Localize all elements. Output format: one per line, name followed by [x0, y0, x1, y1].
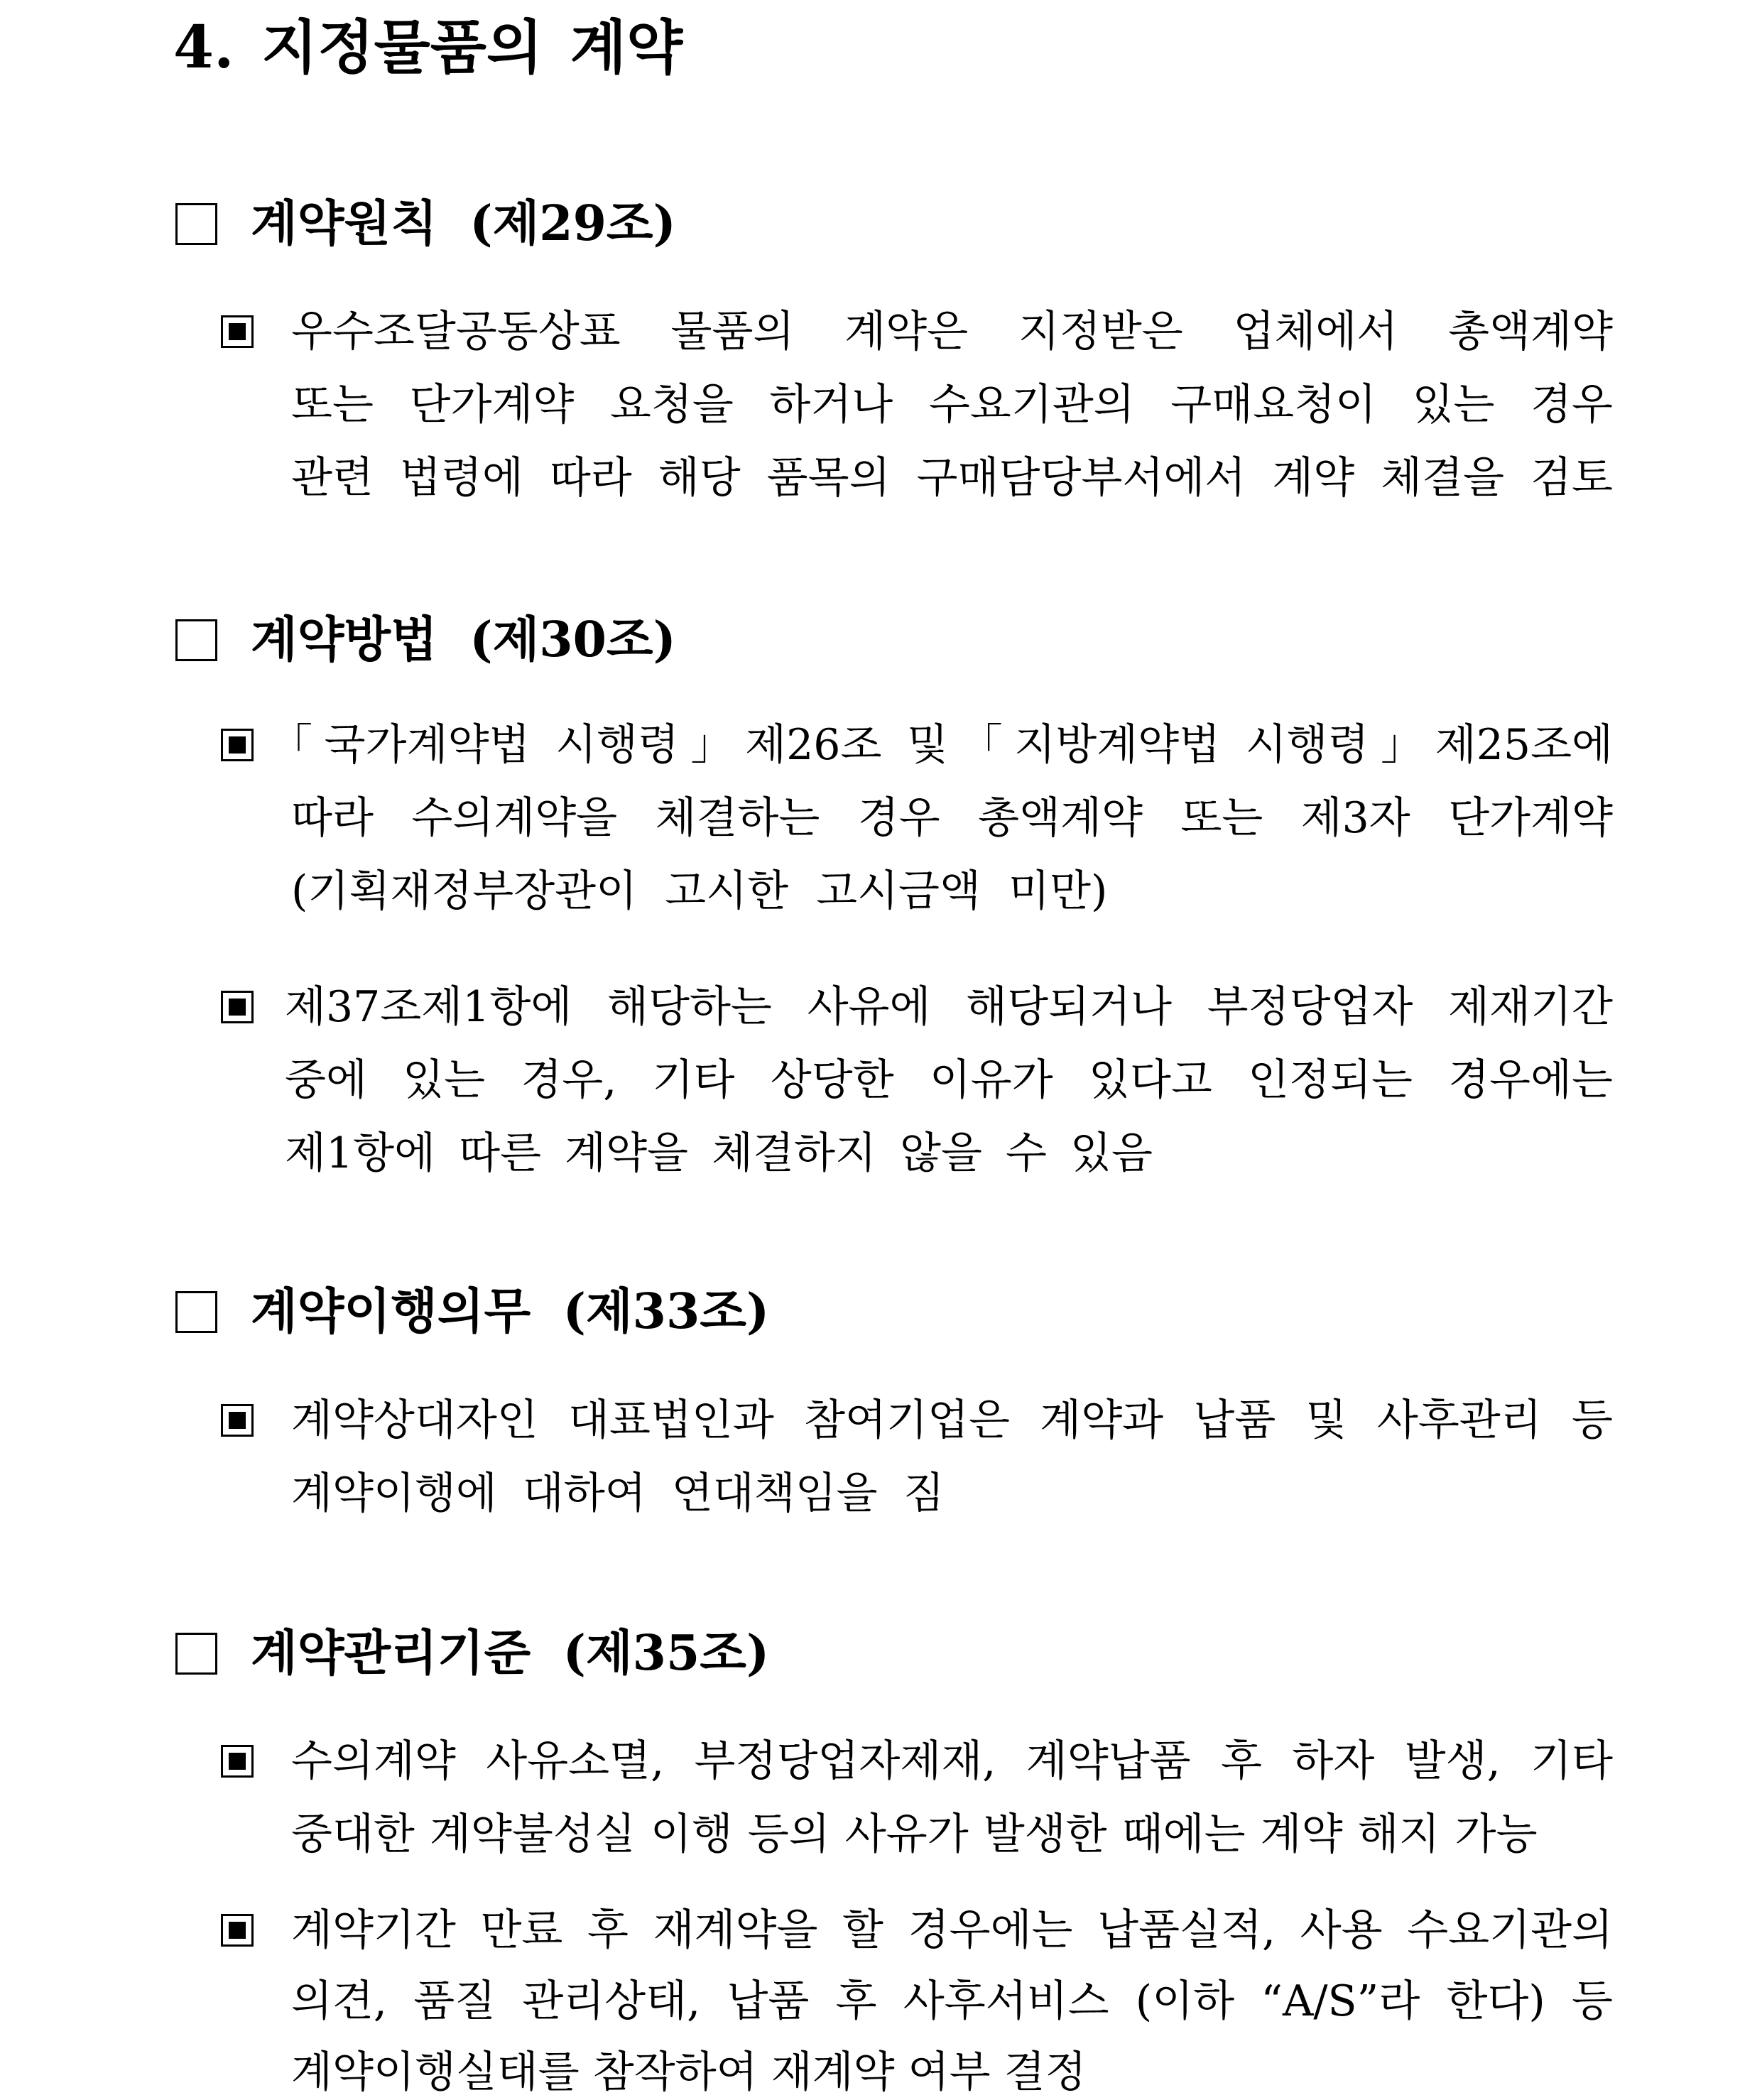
- paragraph-line: 또는 단가계약 요청을 하거나 수요기관의 구매요청이 있는 경우: [291, 380, 1613, 430]
- bullet-inner-square: [229, 323, 246, 340]
- section-heading: 계약원칙 (제29조): [251, 195, 676, 252]
- paragraph-line: 관련 법령에 따라 해당 품목의 구매담당부서에서 계약 체결을 검토: [291, 453, 1613, 503]
- chapter-title: 4. 지정물품의 계약: [173, 13, 683, 82]
- square-bullet-icon: [221, 1404, 254, 1437]
- paragraph: [291, 309, 1613, 501]
- white-square-icon: [175, 1291, 217, 1333]
- section-heading: 계약방법 (제30조): [251, 611, 676, 668]
- paragraph: [291, 1905, 1613, 2100]
- section-heading: 계약이행의무 (제33조): [251, 1283, 770, 1340]
- square-bullet-icon: [221, 315, 254, 348]
- paragraph: [285, 984, 1613, 1176]
- paragraph-line: 계약이행실태를 참작하여 재계약 여부 결정: [291, 2047, 1087, 2097]
- bullet-inner-square: [229, 1412, 246, 1429]
- paragraph-line: (기획재정부장관이 고시한 고시금액 미만): [291, 866, 1108, 916]
- square-bullet-icon: [221, 991, 254, 1023]
- paragraph-line: 따라 수의계약을 체결하는 경우 총액계약 또는 제3자 단가계약: [291, 793, 1613, 843]
- square-bullet-icon: [221, 1914, 254, 1947]
- paragraph-line: 계약상대자인 대표법인과 참여기업은 계약과 납품 및 사후관리 등: [291, 1396, 1613, 1445]
- paragraph: [270, 720, 1613, 916]
- square-bullet-icon: [221, 729, 254, 761]
- section-heading: 계약관리기준 (제35조): [251, 1625, 770, 1682]
- paragraph-line: 수의계약 사유소멸, 부정당업자제재, 계약납품 후 하자 발생, 기타: [291, 1736, 1613, 1786]
- square-bullet-icon: [221, 1745, 254, 1778]
- bullet-inner-square: [229, 1922, 246, 1939]
- paragraph-line: 제1항에 따른 계약을 체결하지 않을 수 있음: [285, 1128, 1153, 1178]
- paragraph: [291, 1398, 1613, 1516]
- bullet-inner-square: [229, 1753, 246, 1770]
- paragraph-line: 중에 있는 경우, 기타 상당한 이유가 있다고 인정되는 경우에는: [285, 1055, 1613, 1105]
- paragraph-line: 제37조제1항에 해당하는 사유에 해당되거나 부정당업자 제재기간: [285, 982, 1613, 1032]
- paragraph-line: 의견, 품질 관리상태, 납품 후 사후서비스 (이하 “A/S”라 한다) 등: [291, 1976, 1613, 2026]
- paragraph-line: 중대한 계약불성실 이행 등의 사유가 발생한 때에는 계약 해지 가능: [291, 1810, 1538, 1859]
- bullet-inner-square: [229, 736, 246, 754]
- white-square-icon: [175, 203, 217, 245]
- white-square-icon: [175, 619, 217, 661]
- paragraph: [291, 1736, 1613, 1859]
- paragraph-line: 우수조달공동상표 물품의 계약은 지정받은 업체에서 총액계약: [291, 307, 1613, 357]
- paragraph-line: 계약이행에 대하여 연대책임을 짐: [291, 1469, 945, 1518]
- paragraph-line: 「국가계약법 시행령」제26조 및「지방계약법 시행령」제25조에: [270, 720, 1613, 770]
- bullet-inner-square: [229, 999, 246, 1016]
- white-square-icon: [175, 1633, 217, 1675]
- paragraph-line: 계약기간 만료 후 재계약을 할 경우에는 납품실적, 사용 수요기관의: [291, 1905, 1613, 1955]
